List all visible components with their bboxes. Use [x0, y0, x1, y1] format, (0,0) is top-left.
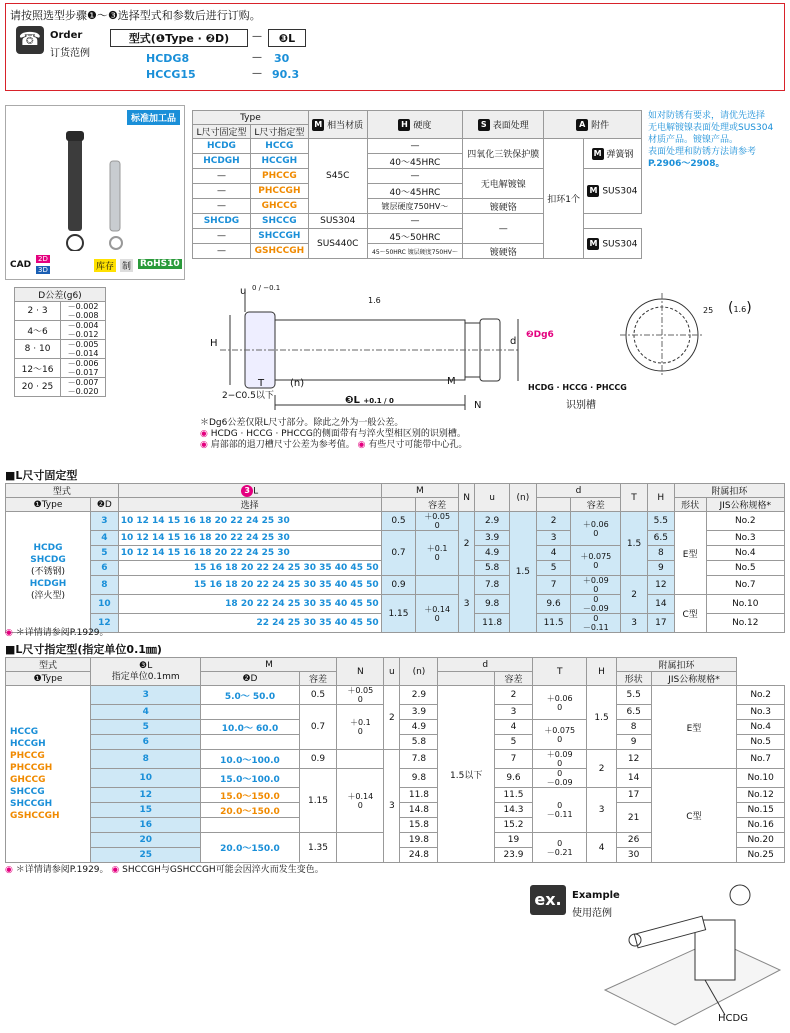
- cad-3d[interactable]: 3D: [38, 266, 48, 274]
- order-dash-1: —: [252, 52, 262, 63]
- dim-d: d: [510, 336, 517, 347]
- dtol-d: 4～6: [15, 321, 61, 340]
- order-box: [5, 3, 785, 91]
- order-type-2: HCCG15: [146, 68, 196, 81]
- dim-n: N: [474, 400, 482, 411]
- order-dash-2: —: [252, 68, 262, 79]
- groove-label: 识别槽: [566, 400, 596, 411]
- drawing-notes: ＊Dg6公差仅限L尺寸部分。除此之外为一般公差。 ◉ HCDG · HCCG · PHCCG的侧面带有与淬火型相区别的识别槽。 ◉ 肩部部的退刀槽尺寸公差为参考值。 ◉ 有些尺寸可能带中心孔。: [200, 418, 468, 450]
- product-panel: [5, 105, 185, 280]
- example-part-label: HCDG: [718, 1013, 748, 1024]
- t1-d: 3: [91, 512, 119, 531]
- order-type-1: HCDG8: [146, 52, 190, 65]
- cad-label: CAD: [10, 260, 32, 270]
- groove-types: HCDG · HCCG · PHCCG: [528, 383, 627, 392]
- dtol-d: 2 · 3: [15, 302, 61, 321]
- standard-badge: 标准加工品: [127, 110, 180, 125]
- cad-2d[interactable]: 2D: [38, 255, 48, 263]
- dim-m: M: [447, 376, 456, 387]
- spec-h-type: Type: [193, 111, 309, 125]
- dtol-d: 20 · 25: [15, 378, 61, 397]
- dim-l: ❸L +0.1 / 0: [345, 395, 394, 406]
- dim-u-tol: 0 / −0.1: [252, 284, 281, 292]
- t1-title: ■L尺寸固定型: [5, 469, 78, 482]
- dim-dg6: ❷Dg6: [526, 330, 554, 340]
- dim-u: u: [240, 286, 247, 297]
- example-drawing: [595, 880, 785, 1030]
- example-label: Example: [572, 890, 620, 901]
- phone-icon: ☎: [16, 26, 44, 54]
- order-head-l: ❸L: [268, 29, 306, 47]
- pin-image: [46, 121, 156, 251]
- pin-drawing: [200, 275, 790, 415]
- d-tolerance-table: D公差(g6) 2 · 3 －0.002 －0.008 4～6 －0.004 －0.012 8 · 10 －0.005 －0.014 12～16 －0.006 －0.017 20 · 25 －0.007 －0.020: [14, 287, 106, 397]
- spec-spec-type: HCCG: [250, 139, 308, 154]
- t2-title: ■L尺寸指定型(指定单位0.1㎜): [5, 643, 162, 656]
- rohs-badge: RoHS10: [140, 259, 180, 269]
- order-label: Order: [50, 30, 83, 41]
- spec-fixed-type: HCDG: [193, 139, 251, 154]
- fixed-l-table: 型式 3 L M N u (n) d T H 附属扣环 ❶Type ❷D 选择 容差 容差 形状 JIS公称规格* HCDG SHCDG (不锈钢) HCDGH (淬火型) 3 10 12 14 15 16 18 20 22 24 25 30 0.5 ＋0.05 0 2 2.9 1.5 2 ＋0.06 0 1.5 5.5 E型 No.2 4 10 12 14 15 16 18 20 22 24 25 30 0.7 ＋0.1 0 3.9 3 6.5 No.3 5 10 12 14 15 16 18 20 22 24 25 30 4.9 4 ＋0.075 0 8 No.4 6 15 16 18 20 22 24 25 30 35 40 45 50 5.8 5 9 No.5 8 15 16 18 20 22 24 25 30 35 40 45 50 0.9 3 7.8 7 ＋0.09 0 2 12 No.7 10 18 20 22 24 25 30 35 40 45 50 1.15 ＋0.14 0 9.8 9.6 0 －0.09 14 C型 No.10 12 22 24 25 30 35 40 45 50 11.8 11.5 0 －0.11 3 17 No.12: [5, 483, 785, 633]
- order-l-1: 30: [274, 52, 290, 65]
- rust-note: 如对防锈有要求，请优先选择 无电解镀镍表面处理或SUS304 材质产品。镀镍产品。 表面处理和防锈方法请参考 P.2906～2908。: [648, 111, 774, 169]
- made-badge: 制: [120, 259, 133, 272]
- dtol-title: D公差(g6): [15, 288, 106, 302]
- dtol-d: 8 · 10: [15, 340, 61, 359]
- dim-chamfer: 2−C0.5以下: [222, 391, 274, 401]
- spec-l-table: 型式 ❸L 指定单位0.1mm M N u (n) d T H 附属扣环 ❶Type ❷D 容差 容差 形状 JIS公称规格* HCCG HCCGH PHCCG PHCCGH GHCCG SHCCG SHCCGH GSHCCGH 3 5.0～ 50.0 0.5 ＋0.05 0 2 2.9 1.5以下 2 ＋0.06 0 1.5 5.5 E型 No.2 4 0.7 ＋0.1 0 3.9 3 6.5 No.3 5 10.0～ 60.0 4.9 4 ＋0.075 0 8 No.4 6 5.8 5 9 No.5 8 10.0～100.0 0.9 3 7.8 7 ＋0.09 0 2 12 No.7 10 15.0～100.0 1.15 ＋0.14 0 9.8 9.6 0 －0.09 14 C型 No.10 12 15.0～150.0 11.8 11.5 0 －0.11 3 17 No.12 15 20.0～150.0 14.8 14.3 21 No.15 16 15.8 15.2 No.16 20 20.0～150.0 1.35 19.8 19 0 －0.21 4 26 No.20 25 24.8 23.9 30 No.25: [5, 657, 785, 863]
- order-label-cn: 订货范例: [50, 48, 90, 59]
- example-label-cn: 使用范例: [572, 908, 612, 919]
- order-head-type: 型式(❶Type · ❷D): [110, 29, 248, 47]
- t1-foot: ◉ ＊详情请参阅P.1929。: [5, 628, 109, 638]
- dtol-d: 12～16: [15, 359, 61, 378]
- roughness-25: 25: [703, 306, 714, 315]
- stock-badge: 库存: [94, 259, 116, 272]
- spec-table: Type M 相当材质 H 硬度 S 表面处理 A 附件 L尺寸固定型 L尺寸指定型 HCDG HCCG S45C — 四氧化三铁保护膜 扣环1个 M 弹簧钢 HCDGH HCCGH 40～45HRC — PHCCG — 无电解镀镍 M SUS304 — PHCCGH 40～45HRC — GHCCG 镀层硬度750HV～ 镀硬铬 SHCDG SHCCG SUS304 — — — SHCCGH SUS440C 45～50HRC M SUS304 — GSHCCGH 45～50HRC 镀层硬度750HV～ 镀硬铬: [192, 110, 642, 259]
- dim-n-paren: (n): [290, 378, 305, 389]
- order-dash: —: [252, 31, 262, 42]
- order-instruction: 请按照选型步骤❶～❸选择型式和参数后进行订购。: [10, 9, 261, 22]
- roughness-16: (1.6): [728, 300, 752, 316]
- dim-roughness: 1.6: [368, 296, 381, 305]
- example-icon: ex.: [530, 885, 566, 915]
- dim-h: H: [210, 338, 218, 349]
- t2-foot: ◉ ＊详情请参阅P.1929。 ◉ SHCCGH与GSHCCGH可能会因淬火而发生变色。: [5, 865, 324, 875]
- order-l-2: 90.3: [272, 68, 300, 81]
- dim-t: T: [258, 378, 265, 389]
